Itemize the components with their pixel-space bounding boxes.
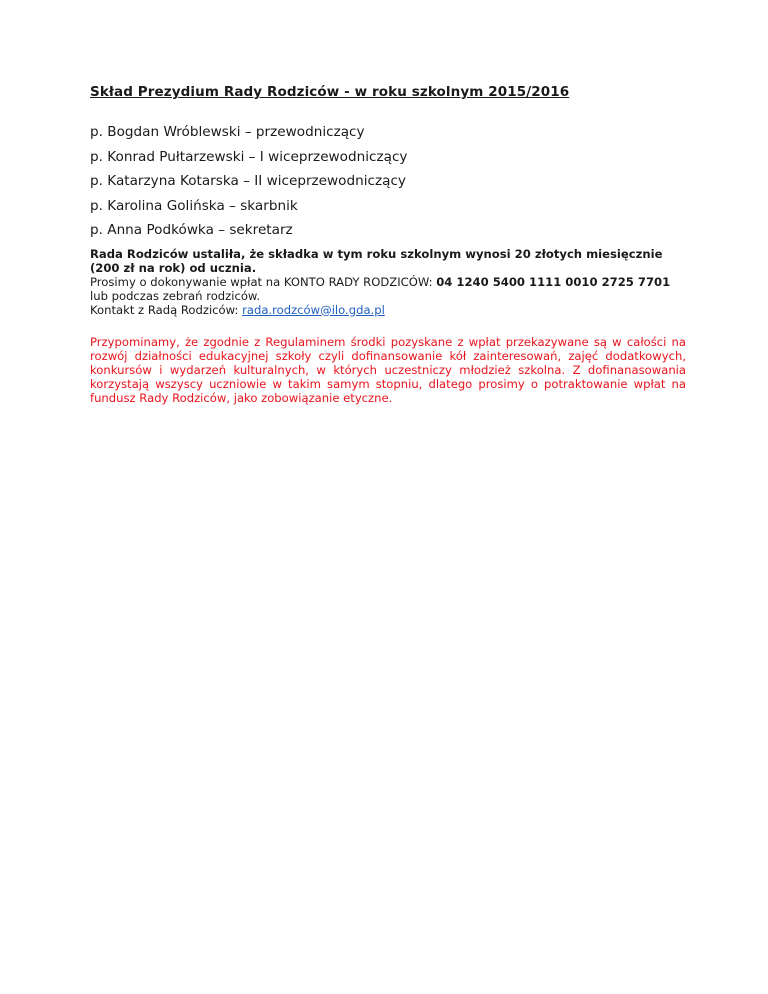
contact-line bbox=[90, 303, 686, 317]
payment-request-suffix: lub podczas zebrań rodziców. bbox=[90, 288, 261, 303]
account-number: 04 1240 5400 1111 0010 2725 7701 bbox=[436, 274, 671, 289]
contact-email-link[interactable]: rada.rodzców@ilo.gda.pl bbox=[242, 302, 385, 317]
member-treasurer: p. Karolina Golińska – skarbnik bbox=[90, 197, 298, 214]
presidium-member-list bbox=[90, 120, 686, 243]
page-title: Skład Prezydium Rady Rodziców - w roku szkolnym 2015/2016 bbox=[90, 84, 570, 100]
member-vice-chairman-2: p. Katarzyna Kotarska – II wiceprzewodniczący bbox=[90, 173, 406, 189]
payment-info bbox=[90, 247, 686, 317]
member-chairman: p. Bogdan Wróblewski – przewodniczący bbox=[90, 124, 365, 140]
fee-notice: Rada Rodziców ustaliła, że składka w tym roku szkolnym wynosi 20 złotych miesięcznie (200 zł na rok) od ucznia. bbox=[90, 246, 663, 275]
contact-label: Kontakt z Radą Rodziców: bbox=[90, 302, 243, 317]
payment-request bbox=[90, 275, 686, 303]
reminder-paragraph: Przypominamy, że zgodnie z Regulaminem środki pozyskane z wpłat przekazywane są w całości na rozwój działności edukacyjnej szkoły czyli dofinansowanie kół zainteresowań, zajęć dodatkowych, konkursów i wydarzeń kulturalnych, w których uczestniczy młodzież szkolna. Z dofinanasowania korzystają wszyscy uczniowie w takim samym stopniu, dlatego prosimy o potraktowanie wpłat na fundusz Rady Rodziców, jako zobowiązanie etyczne. bbox=[90, 334, 686, 405]
member-secretary: p. Anna Podkówka – sekretarz bbox=[90, 222, 293, 238]
member-vice-chairman-1: p. Konrad Pułtarzewski – I wiceprzewodniczący bbox=[90, 148, 408, 165]
document-page bbox=[90, 84, 686, 416]
payment-request-text: Prosimy o dokonywanie wpłat na KONTO RADY RODZICÓW: bbox=[90, 274, 437, 289]
